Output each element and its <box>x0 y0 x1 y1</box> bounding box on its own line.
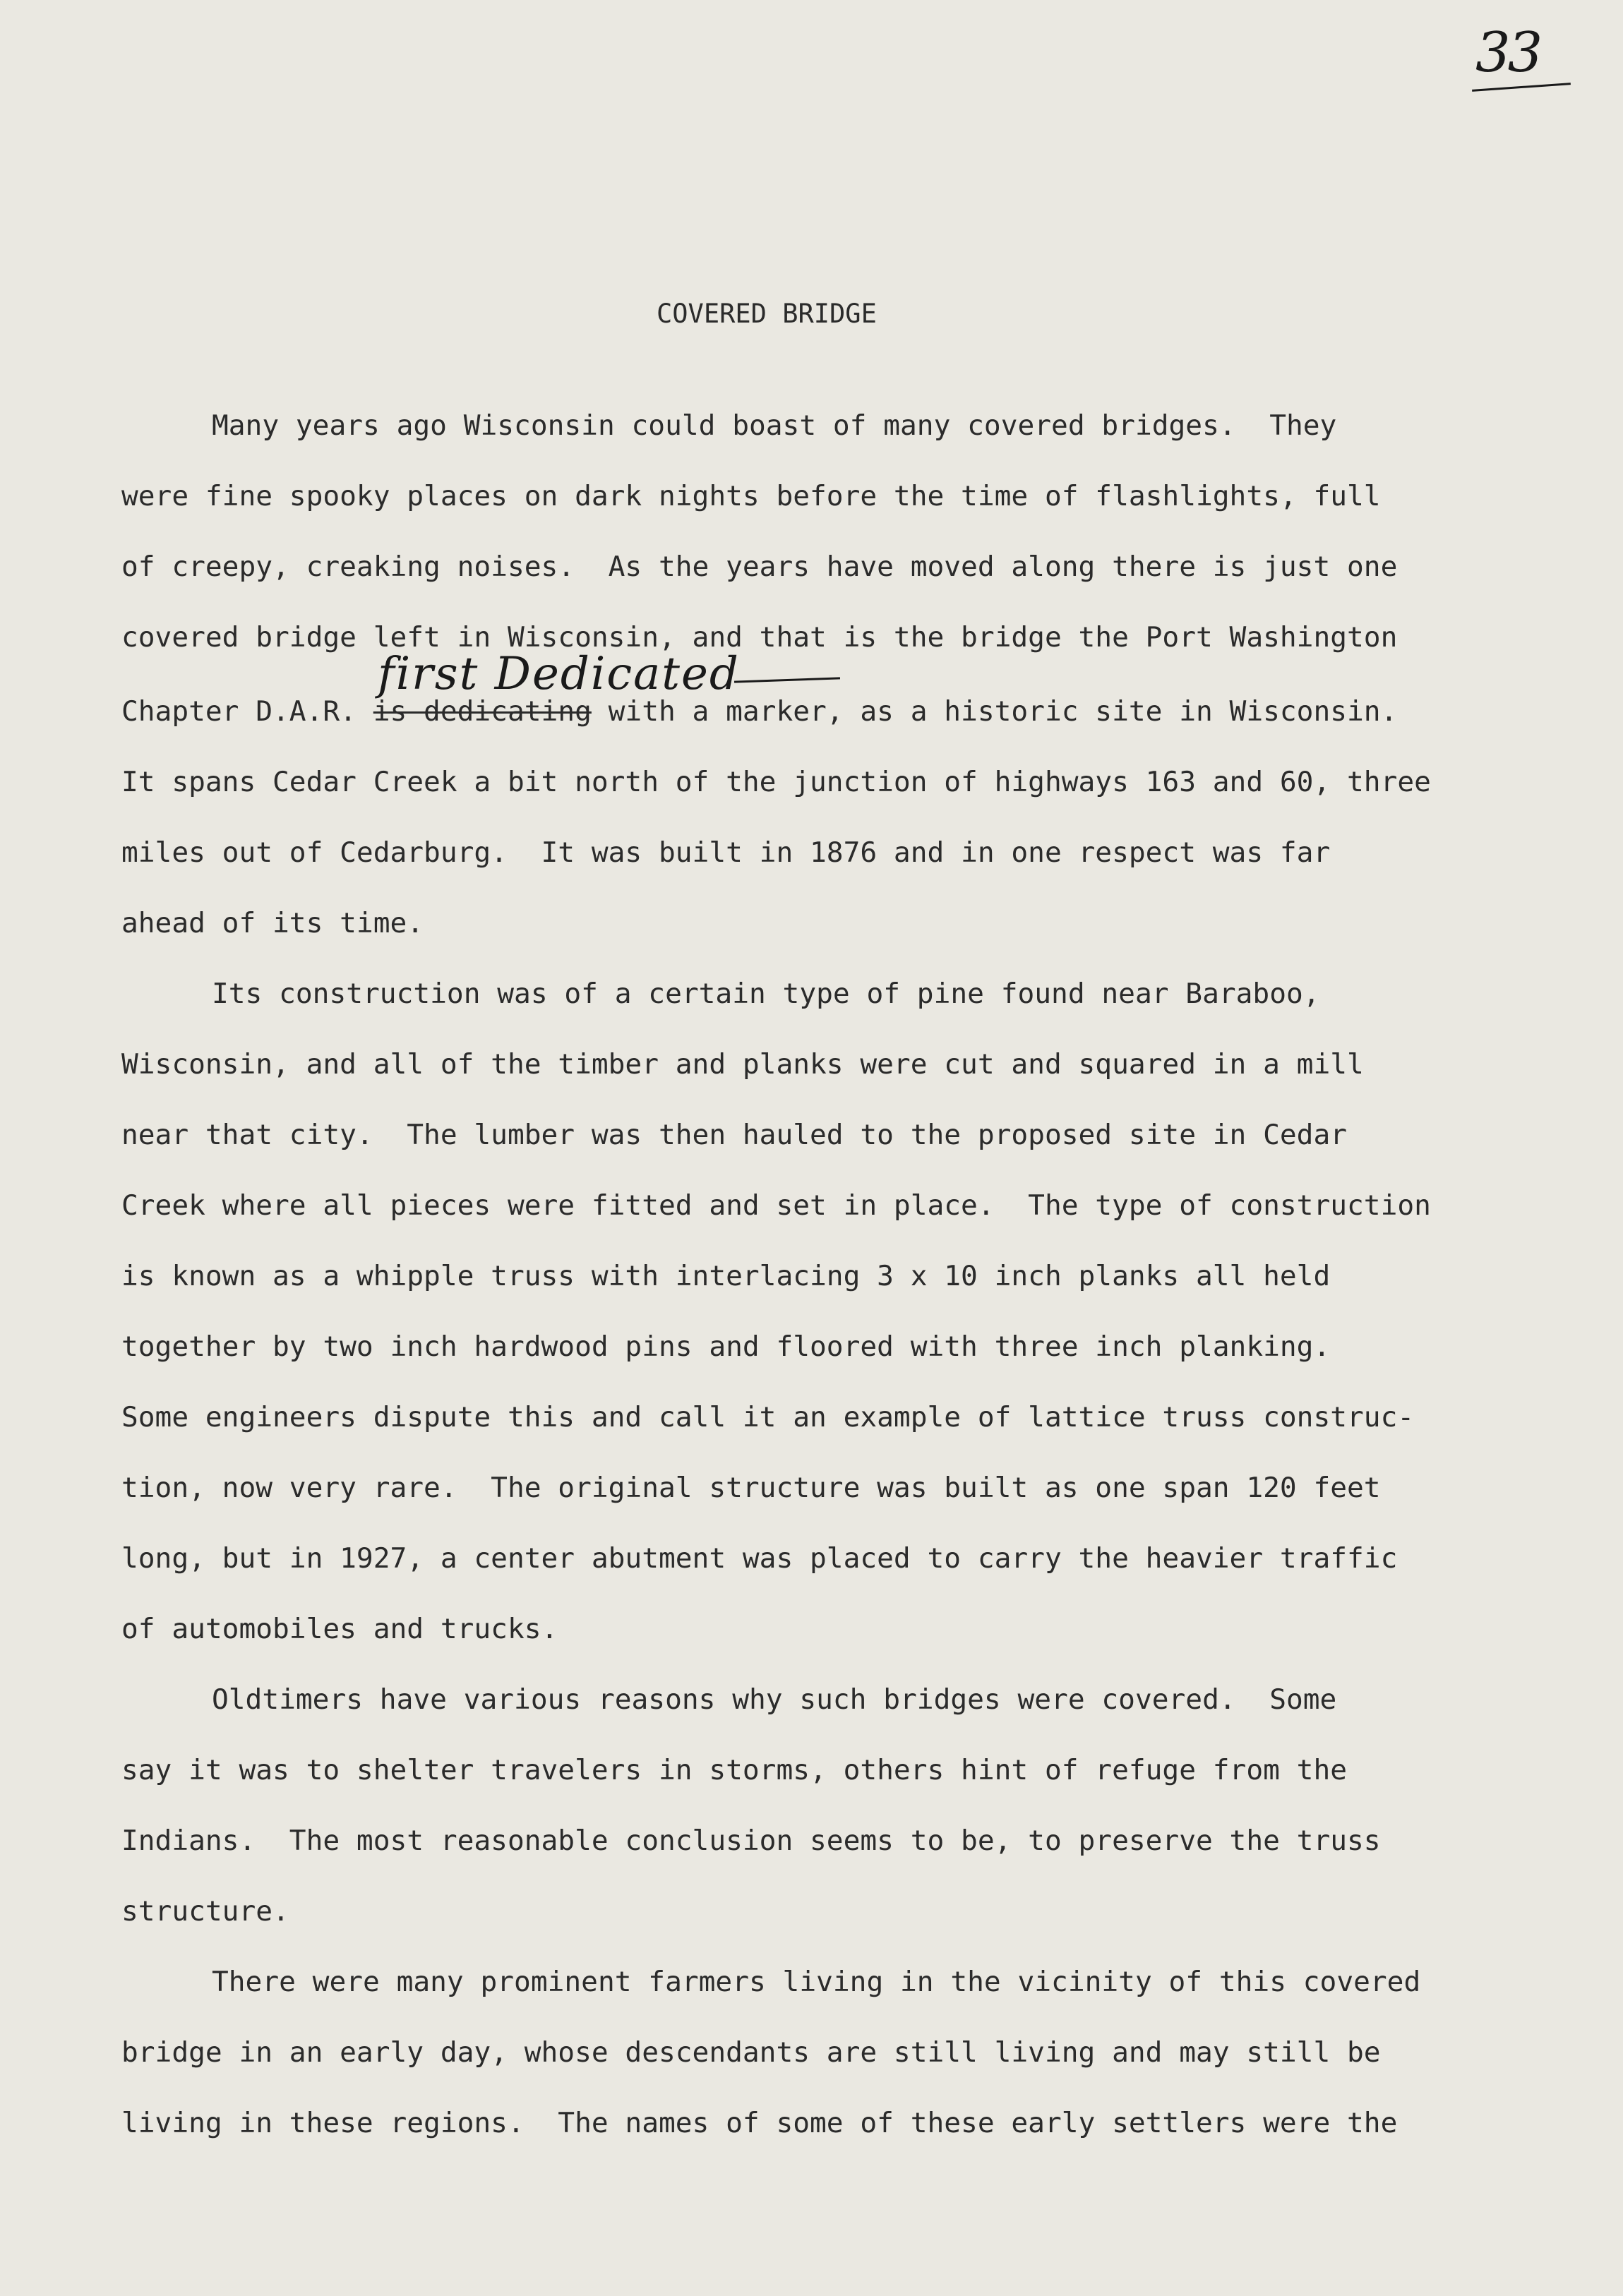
text-line <box>121 551 1397 583</box>
text-line <box>121 480 1381 512</box>
line-text: structure. <box>121 1895 289 1928</box>
line-text: Its construction was of a certain type of pine found near Baraboo, <box>212 978 1320 1010</box>
text-line <box>212 978 1320 1010</box>
text-line <box>121 621 1397 654</box>
text-line <box>121 907 424 939</box>
line-text: with a marker, as a historic site in Wisconsin. <box>591 695 1398 728</box>
text-line <box>121 1260 1330 1292</box>
line-text: miles out of Cedarburg. It was built in 1876 and in one respect was far <box>121 836 1331 869</box>
line-text: bridge in an early day, whose descendants are still living and may still be <box>121 2036 1381 2069</box>
text-line <box>121 1330 1330 1363</box>
line-text: say it was to shelter travelers in storms, others hint of refuge from the <box>121 1754 1348 1786</box>
text-line <box>121 836 1330 869</box>
text-line <box>121 1754 1347 1786</box>
text-line <box>121 1401 1414 1434</box>
line-text: There were many prominent farmers living in the vicinity of this covered <box>212 1966 1421 1998</box>
line-text: together by two inch hardwood pins and floored with three inch planking. <box>121 1330 1331 1363</box>
line-text: tion, now very rare. The original structure was built as one span 120 feet <box>121 1472 1381 1504</box>
text-line <box>121 1189 1431 1222</box>
line-text: ahead of its time. <box>121 907 424 939</box>
struck-text: is dedicating <box>373 695 592 728</box>
line-text: Many years ago Wisconsin could boast of many covered bridges. They <box>212 409 1337 442</box>
text-line <box>212 409 1336 442</box>
line-text: covered bridge left in Wisconsin, and that is the bridge the Port Washington <box>121 621 1398 654</box>
line-text: Some engineers dispute this and call it an example of lattice truss construc- <box>121 1401 1415 1434</box>
line-text: of automobiles and trucks. <box>121 1613 558 1645</box>
page-title: COVERED BRIDGE <box>657 299 877 329</box>
text-line <box>121 1895 289 1928</box>
text-line <box>121 1542 1397 1575</box>
line-text: Indians. The most reasonable conclusion seems to be, to preserve the truss <box>121 1825 1381 1857</box>
line-text: is known as a whipple truss with interlacing 3 x 10 inch planks all held <box>121 1260 1331 1292</box>
line-text: It spans Cedar Creek a bit north of the junction of highways 163 and 60, three <box>121 766 1431 798</box>
page-number: 33 <box>1475 21 1540 85</box>
text-line <box>121 1472 1381 1504</box>
line-text: Chapter D.A.R. <box>121 695 373 728</box>
text-line <box>121 1613 558 1645</box>
line-text: Oldtimers have various reasons why such bridges were covered. Some <box>212 1683 1337 1716</box>
line-text: of creepy, creaking noises. As the years have moved along there is just one <box>121 551 1398 583</box>
text-line <box>121 1048 1364 1081</box>
line-text: near that city. The lumber was then hauled to the proposed site in Cedar <box>121 1119 1348 1151</box>
insertion-stroke <box>734 677 840 683</box>
text-line <box>212 1683 1336 1716</box>
line-text: long, but in 1927, a center abutment was placed to carry the heavier traffic <box>121 1542 1398 1575</box>
text-line <box>121 1119 1347 1151</box>
text-line <box>121 695 1397 728</box>
handwritten-insertion: first Dedicated <box>378 648 740 700</box>
text-line <box>121 766 1431 798</box>
text-line <box>121 1825 1381 1857</box>
text-line <box>212 1966 1420 1998</box>
line-text: Wisconsin, and all of the timber and planks were cut and squared in a mill <box>121 1048 1364 1081</box>
text-line <box>121 2107 1397 2139</box>
line-text: Creek where all pieces were fitted and set in place. The type of construction <box>121 1189 1431 1222</box>
line-text: living in these regions. The names of some of these early settlers were the <box>121 2107 1398 2139</box>
text-line <box>121 2036 1381 2069</box>
line-text: were fine spooky places on dark nights before the time of flashlights, full <box>121 480 1381 512</box>
